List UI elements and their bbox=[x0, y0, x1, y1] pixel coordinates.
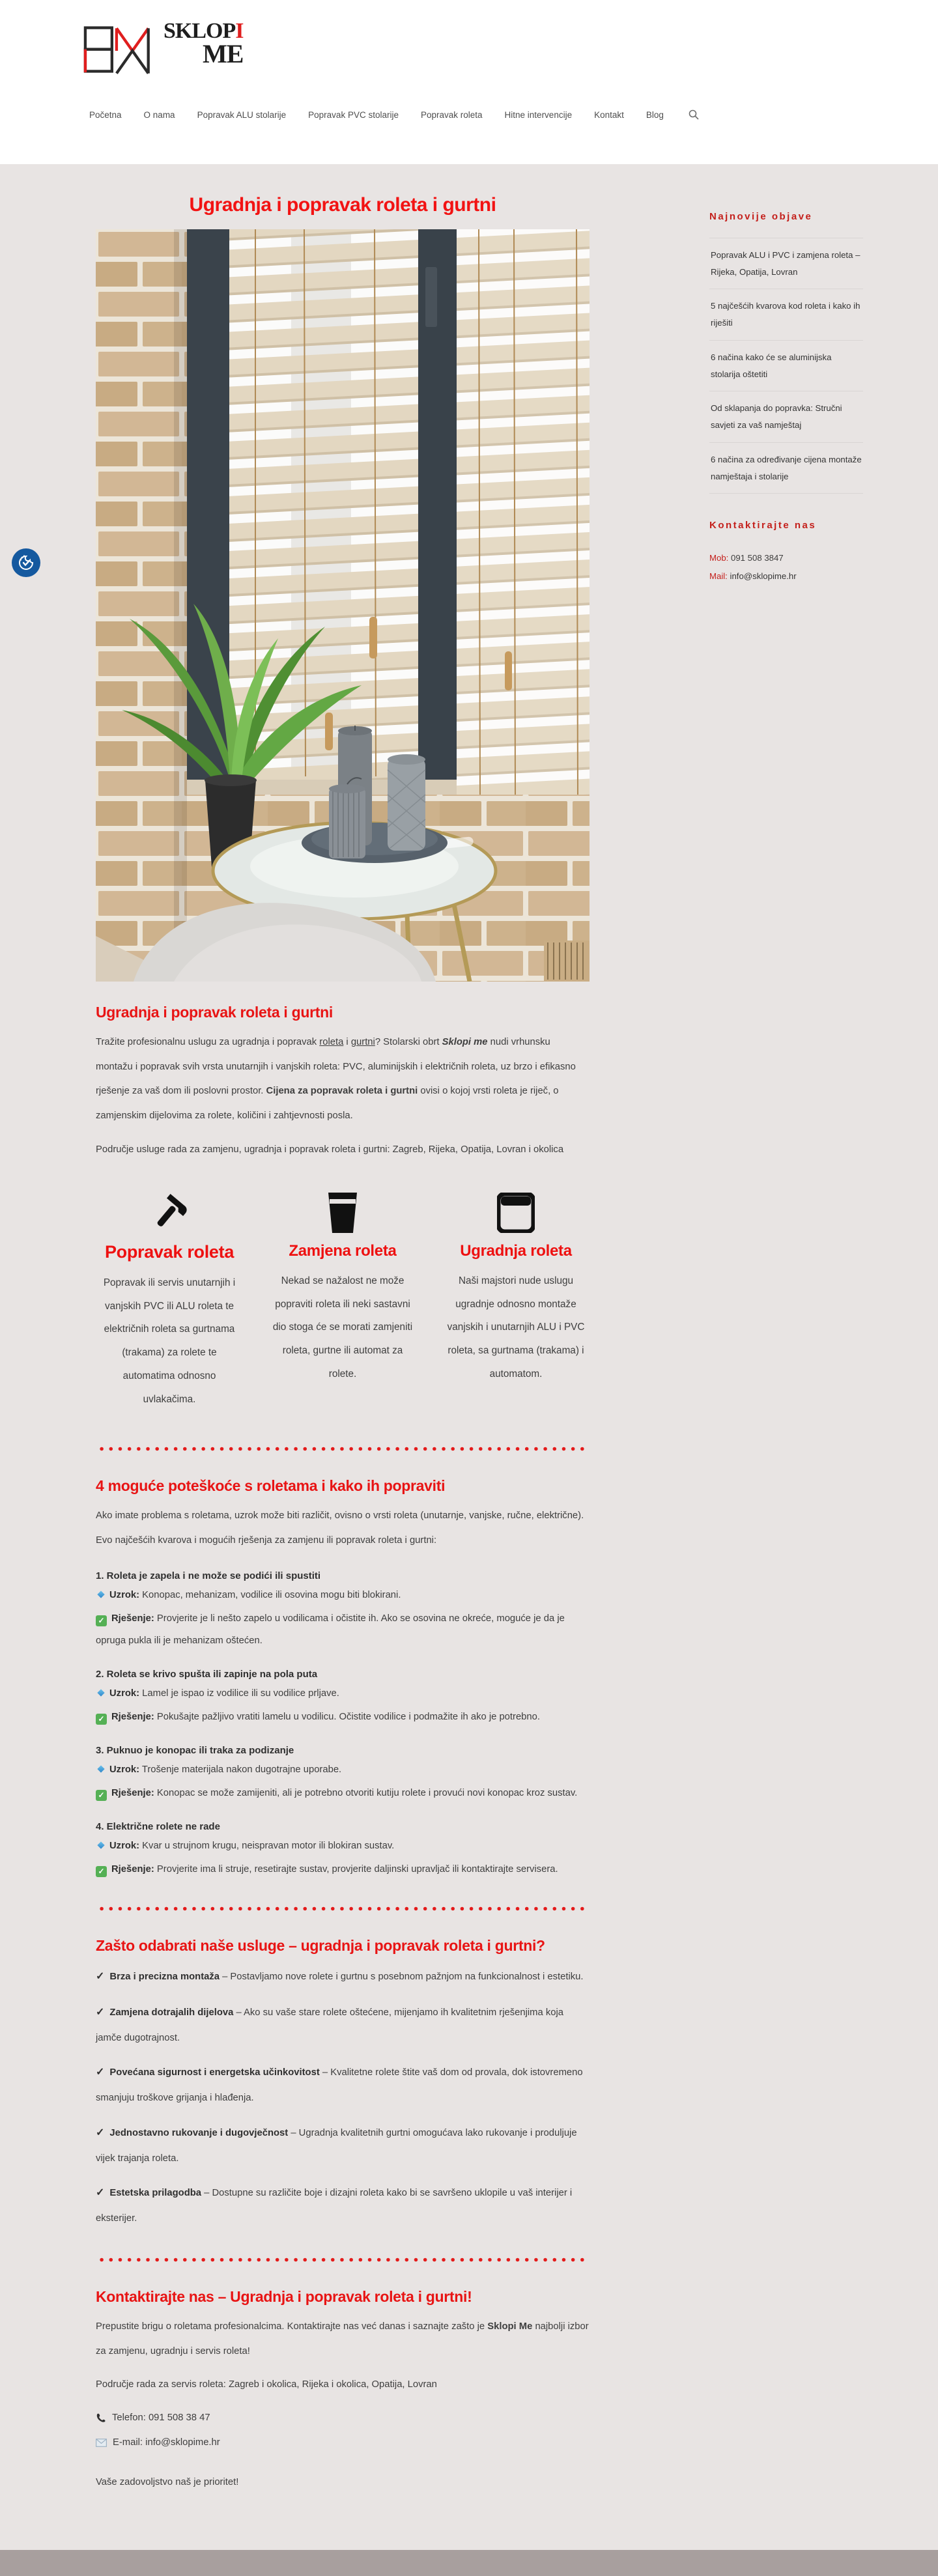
latest-posts-list bbox=[709, 238, 863, 494]
benefit-item: ✓ Jednostavno rukovanje i dugovječnost – Ugradnja kvalitetnih gurtni omogućava lako rukovanje i produljuje vijek trajanja roleta. bbox=[96, 2127, 577, 2164]
check-icon: ✓ bbox=[96, 1970, 105, 1982]
nav-blog[interactable]: Blog bbox=[646, 109, 664, 120]
benefit-item: ✓ Brza i precizna montaža – Postavljamo nove rolete i gurtnu s posebnom pažnjom na funkcionalnost i estetiku. bbox=[96, 1970, 584, 1982]
diamond-icon bbox=[97, 1765, 104, 1772]
post-link[interactable]: 6 načina za određivanje cijena montaže namještaja i stolarije bbox=[711, 454, 862, 481]
list-item bbox=[709, 289, 863, 340]
nav-o-nama[interactable]: O nama bbox=[143, 109, 175, 120]
check-icon: ✓ bbox=[96, 2067, 105, 2078]
roleta-link[interactable]: roleta bbox=[319, 1037, 344, 1047]
benefit-item: ✓ Zamjena dotrajalih dijelova – Ako su vaše stare rolete oštećene, mijenjamo ih kvalitetnim rješenjima koja jamče dugotrajnost. bbox=[96, 2006, 563, 2043]
latest-posts-title: Najnovije objave bbox=[709, 211, 813, 222]
nav-popravak-roleta[interactable]: Popravak roleta bbox=[420, 109, 483, 120]
dotted-divider bbox=[97, 1447, 588, 1451]
nav-hitne-intervencije[interactable]: Hitne intervencije bbox=[504, 109, 573, 120]
check-icon: ✓ bbox=[96, 2127, 105, 2138]
gurtni-link[interactable]: gurtni bbox=[350, 1037, 375, 1047]
hero-image bbox=[96, 229, 590, 982]
dotted-divider bbox=[97, 1906, 588, 1911]
page-title: Ugradnja i popravak roleta i gurtni bbox=[189, 194, 496, 216]
diamond-icon bbox=[97, 1689, 104, 1696]
site-footer bbox=[0, 2550, 938, 2576]
logo-text: SKLOPI ME bbox=[163, 19, 244, 68]
contact-area: Područje rada za servis roleta: Zagreb i okolica, Rijeka i okolica, Opatija, Lovran bbox=[96, 2379, 437, 2390]
search-icon[interactable] bbox=[689, 109, 699, 120]
green-check-icon: ✓ bbox=[96, 1790, 107, 1801]
site-header bbox=[0, 0, 938, 164]
problem-item: 3. Puknuo je konopac ili traka za podizanje Uzrok: Trošenje materijala nakon dugotrajne uporabe. ✓ Rješenje: Konopac se može zamijeniti, ali je potrebno otvoriti kutiju rolete i provući novi konopac kroz sustav. bbox=[96, 1745, 590, 1804]
sidebar-contact-title: Kontaktirajte nas bbox=[709, 520, 817, 531]
phone-number: 091 508 38 47 bbox=[148, 2412, 210, 2423]
diamond-icon bbox=[97, 1591, 104, 1598]
service-popravak: Popravak roleta Popravak ili servis unutarnjih i vanjskih PVC ili ALU roleta te električnih roleta sa gurtnama (trakama) za rolete te automatima odnosno uvlakačima. bbox=[96, 1191, 243, 1421]
problem-item: 4. Električne rolete ne rade Uzrok: Kvar u strujnom krugu, neispravan motor ili blokiran sustav. ✓ Rješenje: Provjerite ima li struje, resetirajte sustav, provjerite daljinski upravljač ili kontaktirajte servisera. bbox=[96, 1821, 590, 1880]
green-check-icon: ✓ bbox=[96, 1866, 107, 1877]
problems-heading: 4 moguće poteškoće s roletama i kako ih popraviti bbox=[96, 1477, 446, 1495]
list-item bbox=[709, 238, 863, 289]
list-item bbox=[709, 443, 863, 494]
green-check-icon: ✓ bbox=[96, 1714, 107, 1725]
service-ugradnja: Ugradnja roleta Naši majstori nude uslugu ugradnje odnosno montaže vanjskih i unutarnjih ALU i PVC roleta, sa gurtnama (trakama) i automatom. bbox=[442, 1191, 590, 1421]
phone-icon bbox=[96, 2413, 106, 2423]
benefit-item: ✓ Povećana sigurnost i energetska učinkovitost – Kvalitetne rolete štite vaš dom od provala, dok istovremeno smanjuju troškove grijanja i hlađenja. bbox=[96, 2067, 583, 2104]
post-link[interactable]: Popravak ALU i PVC i zamjena roleta – Rijeka, Opatija, Lovran bbox=[711, 250, 860, 277]
sidebar-email-link[interactable]: info@sklopime.hr bbox=[730, 571, 797, 582]
benefit-item: ✓ Estetska prilagodba – Dostupne su različite boje i dizajni roleta kako bi se savršeno uklopile u vaš interijer i eksterijer. bbox=[96, 2187, 573, 2224]
nav-kontakt[interactable]: Kontakt bbox=[594, 109, 624, 120]
check-icon: ✓ bbox=[96, 2187, 105, 2199]
post-link[interactable]: Od sklapanja do popravka: Stručni savjeti za vaš namještaj bbox=[711, 403, 842, 431]
phone-line: Telefon: 091 508 38 47 bbox=[96, 2407, 590, 2429]
problem-item: 2. Roleta se krivo spušta ili zapinje na pola puta Uzrok: Lamel je ispao iz vodilice ili su vodilice prljave. ✓ Rješenje: Pokušajte pažljivo vratiti lamelu u vodilicu. Očistite vodilice i podmažite ih ako je potrebno. bbox=[96, 1669, 590, 1728]
cookie-consent-button[interactable] bbox=[12, 548, 40, 577]
nav-pocetna[interactable]: Početna bbox=[89, 109, 122, 120]
window-icon bbox=[442, 1191, 590, 1233]
dotted-divider bbox=[97, 2258, 588, 2262]
contact-paragraph: Prepustite brigu o roletama profesionalcima. Kontaktirajte nas već danas i saznajte zašto je Sklopi Me najbolji izbor za zamjenu, ugradnju i servis roleta! bbox=[96, 2321, 589, 2357]
sidebar-email: Mail: info@sklopime.hr bbox=[709, 571, 797, 582]
contact-heading: Kontaktirajte nas – Ugradnja i popravak roleta i gurtni! bbox=[96, 2287, 472, 2305]
closing-line: Vaše zadovoljstvo naš je prioritet! bbox=[96, 2477, 239, 2488]
list-item bbox=[709, 391, 863, 442]
main-navigation bbox=[75, 109, 863, 120]
post-link[interactable]: 5 najčešćih kvarova kod roleta i kako ih riješiti bbox=[711, 301, 860, 328]
intro-heading: Ugradnja i popravak roleta i gurtni bbox=[96, 1004, 333, 1021]
logo[interactable] bbox=[75, 20, 863, 98]
envelope-icon bbox=[96, 2439, 107, 2447]
sidebar bbox=[709, 194, 863, 2504]
service-zamjena: Zamjena roleta Nekad se nažalost ne može popraviti roleta ili neki sastavni dio stoga će se morati zamjeniti roleta, gurtne ili automat za rolete. bbox=[269, 1191, 416, 1421]
cookie-icon bbox=[17, 554, 35, 572]
diamond-icon bbox=[97, 1841, 104, 1848]
check-icon: ✓ bbox=[96, 2006, 105, 2018]
post-link[interactable]: 6 načina kako će se aluminijska stolarija oštetiti bbox=[711, 352, 832, 379]
problems-intro: Ako imate problema s roletama, uzrok može biti različit, ovisno o vrsti roleta (unutarnje, vanjske, ručne, električne). Evo najčešćih kvarova i mogućih rješenja za zamjenu ili popravak roleta i gurtni: bbox=[96, 1510, 584, 1546]
sidebar-phone: Mob: 091 508 3847 bbox=[709, 553, 784, 563]
hammer-icon bbox=[96, 1191, 243, 1233]
list-item bbox=[709, 341, 863, 391]
email-line: E-mail: info@sklopime.hr bbox=[96, 2431, 590, 2454]
green-check-icon: ✓ bbox=[96, 1615, 107, 1626]
nav-popravak-pvc-stolarije[interactable]: Popravak PVC stolarije bbox=[308, 109, 399, 120]
services-row bbox=[96, 1191, 590, 1421]
problem-item: 1. Roleta je zapela i ne može se podići ili spustiti Uzrok: Konopac, mehanizam, vodilice ili osovina mogu biti blokirani. ✓ Rješenje: Provjerite je li nešto zapelo u vodilicama i očistite ih. Ako se osovina ne okreće, moguće je da je opruga pukla ili je mehanizam oštećen. bbox=[96, 1570, 565, 1646]
email-link[interactable]: info@sklopime.hr bbox=[145, 2437, 220, 2448]
service-area: Područje usluge rada za zamjenu, ugradnja i popravak roleta i gurtni: Zagreb, Rijeka, Opatija, Lovran i okolica bbox=[96, 1144, 564, 1155]
trash-icon bbox=[269, 1191, 416, 1233]
sklopi-me-logo-icon bbox=[83, 20, 160, 82]
intro-paragraph: Tražite profesionalnu uslugu za ugradnja i popravak roleta i gurtni? Stolarski obrt Sklopi me nudi vrhunsku montažu i popravak svih vrsta unutarnjih i vanjskih roleta: PVC, aluminijskih i električnih roleta, uz brzo i efikasno rješenje za vaš dom ili poslovni prostor. Cijena za popravak roleta i gurtni ovisi o kojoj vrsti roleta je riječ, o zamjenskim dijelovima za rolete, količini i zahtjevnosti posla. bbox=[96, 1037, 576, 1122]
page-content bbox=[0, 164, 938, 2550]
nav-popravak-alu-stolarije[interactable]: Popravak ALU stolarije bbox=[197, 109, 287, 120]
why-heading: Zašto odabrati naše usluge – ugradnja i popravak roleta i gurtni? bbox=[96, 1936, 545, 1954]
